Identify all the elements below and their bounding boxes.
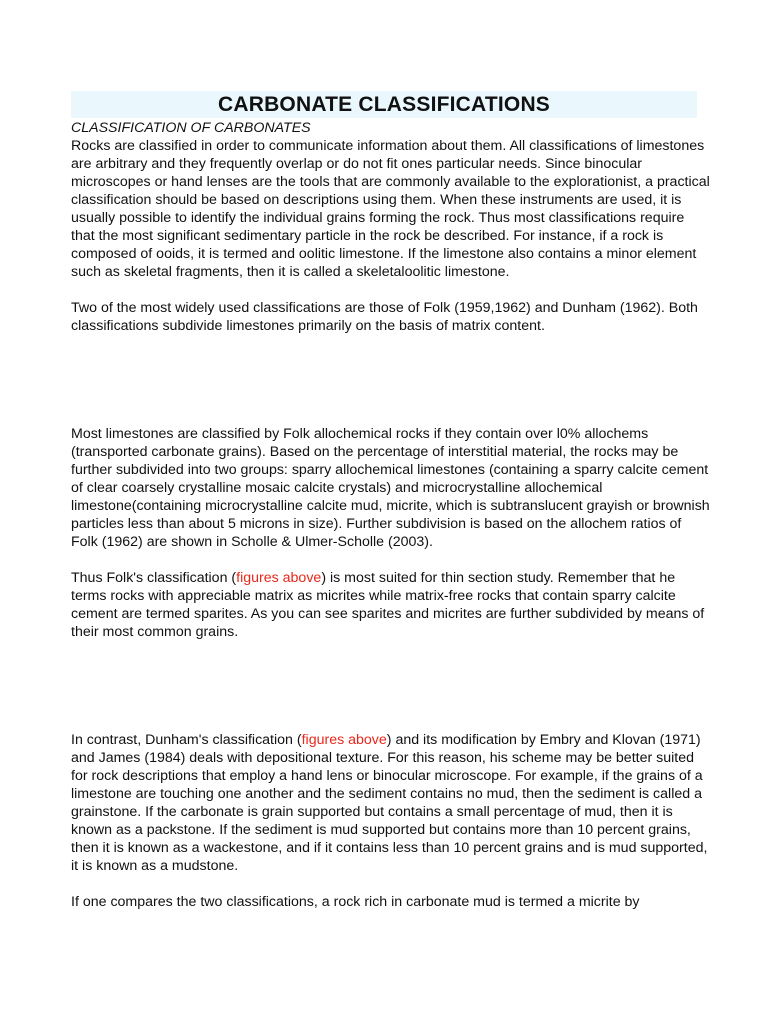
section-subtitle: CLASSIFICATION OF CARBONATES bbox=[71, 120, 311, 136]
paragraph-spacer bbox=[71, 875, 711, 893]
figure-space bbox=[71, 335, 711, 425]
paragraph-folk-thin-section bbox=[71, 569, 711, 641]
page-title: CARBONATE CLASSIFICATIONS bbox=[217, 93, 551, 116]
paragraph-spacer bbox=[71, 281, 711, 299]
paragraph-dunham bbox=[71, 731, 711, 875]
figures-above-link[interactable]: figures above bbox=[301, 732, 387, 748]
paragraph-comparison: If one compares the two classifications, a rock rich in carbonate mud is termed a micrite by bbox=[71, 894, 640, 910]
title-banner bbox=[71, 91, 697, 118]
text-segment: Thus Folk's classification ( bbox=[71, 570, 237, 586]
text-segment: ) is most suited for thin section study. Remember that he terms rocks with appreciable matrix as micrites while matrix-free rocks that contain sparry calcite cement are termed sparites. As you can see sparites and micrites are further subdivided by means of their most common grains. bbox=[71, 570, 705, 640]
paragraph-classifications: Two of the most widely used classifications are those of Folk (1959,1962) and Dunham (1962). Both classifications subdivide limestones primarily on the basis of matrix content. bbox=[71, 300, 698, 334]
figures-above-link[interactable]: figures above bbox=[236, 570, 322, 586]
paragraph-spacer bbox=[71, 551, 711, 569]
figure-space bbox=[71, 641, 711, 731]
document-body bbox=[71, 119, 711, 911]
paragraph-folk: Most limestones are classified by Folk allochemical rocks if they contain over l0% allochems (transported carbonate grains). Based on the percentage of interstitial material, the rocks may be further subdivided into two groups: sparry allochemical limestones (containing a sparry calcite cement of clear coarsely crystalline mosaic calcite crystals) and microcrystalline allochemical limestone(containing microcrystalline calcite mud, micrite, which is subtranslucent grayish or brownish particles less than about 5 microns in size). Further subdivision is based on the allochem ratios of Folk (1962) are shown in Scholle & Ulmer-Scholle (2003). bbox=[71, 426, 710, 550]
paragraph-intro: Rocks are classified in order to communicate information about them. All classifications of limestones are arbitrary and they frequently overlap or do not fit ones particular needs. Since binocular microscopes or hand lenses are the tools that are commonly available to the explorationist, a practical classification should be based on descriptions using them. When these instruments are used, it is usually possible to identify the individual grains forming the rock. Thus most classifications require that the most significant sedimentary particle in the rock be described. For instance, if a rock is composed of ooids, it is termed and oolitic limestone. If the limestone also contains a minor element such as skeletal fragments, then it is called a skeletaloolitic limestone. bbox=[71, 138, 710, 280]
text-segment: ) and its modification by Embry and Klovan (1971) and James (1984) deals with depositional texture. For this reason, his scheme may be better suited for rock descriptions that employ a hand lens or binocular microscope. For example, if the grains of a limestone are touching one another and the sediment contains no mud, then the sediment is called a grainstone. If the carbonate is grain supported but contains a small percentage of mud, then it is known as a packstone. If the sediment is mud supported but contains more than 10 percent grains, then it is known as a wackestone, and if it contains less than 10 percent grains and is mud supported, it is known as a mudstone. bbox=[71, 732, 708, 874]
text-segment: In contrast, Dunham's classification ( bbox=[71, 732, 302, 748]
